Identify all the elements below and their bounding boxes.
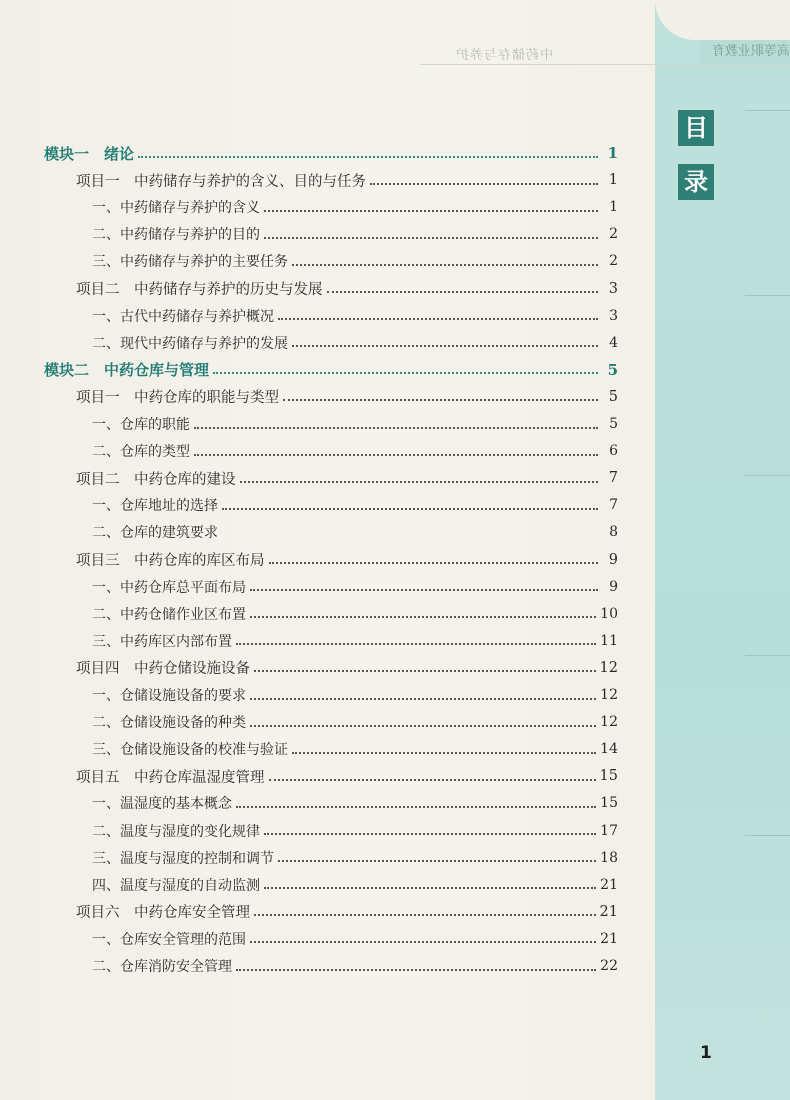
toc-entry-title: 二、仓储设施设备的种类 — [92, 715, 246, 732]
toc-entry-title: 一、中药仓库总平面布局 — [92, 579, 246, 596]
dot-leader — [240, 480, 599, 483]
toc-entry-title: 一、古代中药储存与养护概况 — [92, 308, 274, 325]
toc-entry-title: 项目三 中药仓库的库区布局 — [76, 553, 265, 569]
dot-leader — [327, 290, 599, 293]
dot-leader — [236, 805, 596, 808]
dot-leader — [213, 371, 598, 374]
toc-page-number: 7 — [608, 470, 618, 487]
toc-page-number: 1 — [609, 199, 618, 216]
dot-leader — [283, 398, 598, 401]
toc-entry-title: 三、温度与湿度的控制和调节 — [92, 850, 274, 867]
toc-page-number: 5 — [608, 388, 618, 405]
toc-page-number: 5 — [609, 416, 618, 432]
toc-entry-title: 一、仓储设施设备的要求 — [92, 688, 246, 704]
toc-entry-title: 项目五 中药仓库温湿度管理 — [76, 769, 265, 786]
toc-section[interactable] — [92, 603, 618, 625]
toc-entry-title: 三、中药库区内部布置 — [92, 633, 232, 650]
page-number: 1 — [700, 1043, 712, 1063]
toc-section[interactable] — [92, 250, 618, 272]
dot-leader — [138, 155, 598, 158]
toc-entry-title: 二、现代中药储存与养护的发展 — [92, 335, 288, 352]
toc-page-number: 1 — [607, 144, 618, 162]
toc-page-number: 1 — [608, 172, 618, 189]
strip-divider — [745, 475, 790, 476]
toc-page-number: 17 — [600, 822, 618, 839]
toc-section[interactable] — [92, 847, 618, 869]
toc-module[interactable] — [44, 142, 618, 164]
toc-section[interactable] — [92, 223, 618, 245]
toc-entry-title: 二、仓库的建筑要求 — [92, 525, 218, 542]
toc-page-number: 21 — [600, 930, 618, 947]
dot-leader — [292, 263, 598, 266]
toc-page-number: 7 — [609, 497, 618, 514]
dot-leader — [250, 940, 596, 943]
toc-entry-title: 一、仓库的职能 — [92, 417, 190, 433]
toc-page-number: 3 — [609, 307, 618, 324]
toc-page-number: 9 — [608, 551, 618, 568]
strip-divider — [745, 295, 790, 296]
toc-entry-title: 项目一 中药仓库的职能与类型 — [76, 390, 279, 407]
toc-section[interactable] — [92, 305, 618, 327]
toc-section[interactable] — [92, 630, 618, 652]
dot-leader — [292, 344, 598, 347]
toc-section[interactable] — [92, 792, 618, 814]
toc-section[interactable] — [92, 576, 618, 598]
toc-section[interactable] — [92, 738, 618, 760]
toc-entry-title: 二、温度与湿度的变化规律 — [92, 823, 260, 840]
dot-leader — [222, 534, 598, 537]
toc-project[interactable] — [76, 765, 618, 787]
toc-entry-title: 二、仓库消防安全管理 — [92, 959, 232, 975]
toc-entry-title: 一、中药储存与养护的含义 — [92, 200, 260, 217]
toc-entry-title: 模块二 中药仓库与管理 — [44, 361, 210, 380]
dot-leader — [194, 453, 598, 456]
toc-section[interactable] — [92, 874, 618, 896]
dot-leader — [278, 859, 596, 862]
toc-entry-title: 项目四 中药仓储设施设备 — [76, 661, 250, 678]
contents-title-char: 录 — [678, 164, 714, 200]
toc-page-number: 18 — [600, 849, 618, 866]
dot-leader — [254, 669, 596, 672]
dot-leader — [236, 968, 596, 971]
dot-leader — [250, 697, 596, 700]
toc-project[interactable] — [76, 169, 618, 191]
dot-leader — [264, 832, 596, 835]
toc-entry-title: 项目二 中药储存与养护的历史与发展 — [76, 282, 323, 298]
toc-project[interactable] — [76, 549, 618, 571]
toc-entry-title: 一、温湿度的基本概念 — [92, 796, 232, 813]
toc-page-number: 10 — [600, 605, 618, 622]
dot-leader — [292, 751, 596, 754]
toc-page-number: 2 — [609, 226, 618, 243]
header-series-title: 中药储存与养护 — [455, 48, 554, 63]
dot-leader — [194, 426, 598, 429]
dot-leader — [264, 209, 598, 212]
dot-leader — [278, 317, 598, 320]
toc-page-number: 9 — [609, 578, 618, 595]
contents-title-char: 目 — [678, 110, 714, 146]
toc-page-number: 11 — [600, 632, 618, 649]
toc-entry-title: 一、仓库安全管理的范围 — [92, 931, 246, 948]
toc-entry-title: 三、中药储存与养护的主要任务 — [92, 254, 288, 271]
toc-section[interactable] — [92, 494, 618, 516]
toc-project[interactable] — [76, 657, 618, 679]
toc-entry-title: 二、仓库的类型 — [92, 444, 190, 461]
toc-project[interactable] — [76, 386, 618, 408]
toc-page-number: 15 — [599, 768, 618, 785]
toc-section[interactable] — [92, 955, 618, 977]
strip-divider — [745, 655, 790, 656]
toc-page-number: 4 — [609, 334, 618, 351]
toc-entry-title: 项目二 中药仓库的建设 — [76, 471, 236, 488]
toc-page-number: 5 — [607, 360, 618, 379]
strip-divider — [745, 110, 790, 111]
dot-leader — [269, 778, 596, 781]
toc-section[interactable] — [92, 711, 618, 733]
strip-divider — [745, 835, 790, 836]
toc-section[interactable] — [92, 684, 618, 706]
dot-leader — [222, 507, 598, 510]
toc-section[interactable] — [92, 820, 618, 842]
toc-section[interactable] — [92, 928, 618, 950]
toc-page-number: 3 — [608, 280, 618, 297]
dot-leader — [264, 886, 596, 889]
dot-leader — [236, 642, 596, 645]
toc-section[interactable] — [92, 413, 618, 435]
dot-leader — [250, 724, 596, 727]
toc-entry-title: 三、仓储设施设备的校准与验证 — [92, 742, 288, 759]
toc-entry-title: 项目六 中药仓库安全管理 — [76, 905, 250, 922]
toc-page-number: 15 — [600, 795, 618, 812]
toc-entry-title: 二、中药储存与养护的目的 — [92, 227, 260, 244]
toc-section[interactable] — [92, 332, 618, 354]
toc-page-number: 8 — [609, 524, 618, 541]
strip-top-curve — [655, 0, 790, 40]
dot-leader — [250, 615, 596, 618]
toc-section[interactable] — [92, 196, 618, 218]
toc-page-number: 12 — [600, 687, 618, 703]
toc-entry-title: 四、温度与湿度的自动监测 — [92, 877, 260, 894]
contents-title — [676, 110, 716, 220]
toc-entry-title: 二、中药仓储作业区布置 — [92, 606, 246, 623]
toc-entry-title: 模块一 绪论 — [44, 144, 135, 163]
toc-page-number: 22 — [600, 958, 618, 974]
toc-section[interactable] — [92, 440, 618, 462]
header-tag: 高等职业教育 — [700, 40, 790, 64]
dot-leader — [264, 236, 598, 239]
toc-page-number: 21 — [599, 903, 618, 920]
dot-leader — [269, 561, 599, 564]
toc-section[interactable] — [92, 521, 618, 543]
dot-leader — [370, 182, 598, 185]
toc-page-number: 14 — [600, 741, 618, 758]
dot-leader — [250, 588, 598, 591]
toc-project[interactable] — [76, 278, 618, 300]
toc-page-number: 6 — [609, 443, 618, 460]
toc-project[interactable] — [76, 467, 618, 489]
toc-page-number: 12 — [599, 659, 618, 676]
toc-page-number: 21 — [600, 876, 618, 893]
toc-entry-title: 一、仓库地址的选择 — [92, 498, 218, 515]
toc-page-number: 12 — [600, 714, 618, 731]
dot-leader — [254, 913, 596, 916]
toc-project[interactable] — [76, 901, 618, 923]
toc-module[interactable] — [44, 359, 618, 381]
toc-page-number: 2 — [609, 253, 618, 270]
toc-entry-title: 项目一 中药储存与养护的含义、目的与任务 — [76, 173, 366, 190]
